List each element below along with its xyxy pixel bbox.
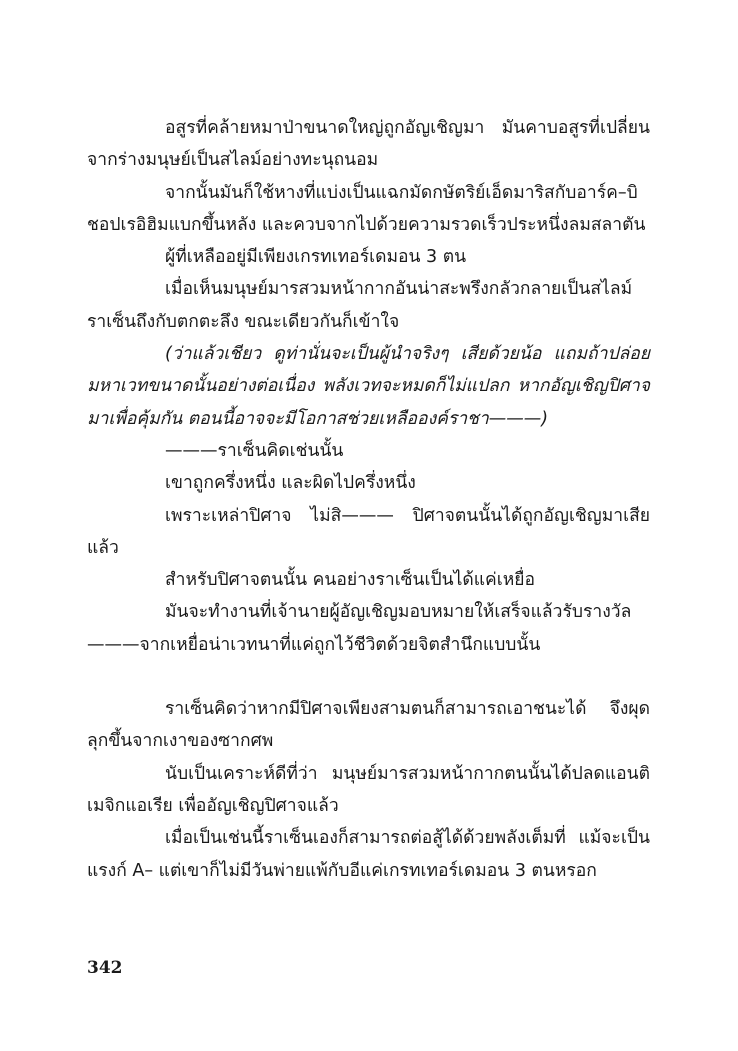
paragraph: มันจะทำงานที่เจ้านายผู้อัญเชิญมอบหมายให้เสร็จแล้วรับรางวัล———จากเหยื่อน่าเวทนาที่แค่ถูกไว้ชีวิตด้วยจิตสำนึกแบบนั้น xyxy=(87,602,632,655)
paragraph: เมื่อเป็นเช่นนี้ราเซ็นเองก็สามารถต่อสู้ได้ด้วยพลังเต็มที่ แม้จะเป็นแรงก์ A– แต่เขาก็ไม่มีวันพ่ายแพ้กับอีแค่เกรทเทอร์เดมอน 3 ตนหรอก xyxy=(87,828,650,881)
page-number: 342 xyxy=(87,958,123,978)
paragraph: จากนั้นมันก็ใช้หางที่แบ่งเป็นแฉกมัดกษัตริย์เอ็ดมาริสกับอาร์ค–บิชอปเรอิฮิมแบกขึ้นหลัง และควบจากไปด้วยความรวดเร็วประหนึ่งลมสลาตัน xyxy=(87,182,646,235)
paragraph: อสูรที่คล้ายหมาป่าขนาดใหญ่ถูกอัญเชิญมา มันคาบอสูรที่เปลี่ยนจากร่างมนุษย์เป็นสไลม์อย่างทะนุถนอม xyxy=(87,118,650,171)
paragraph: ———ราเซ็นคิดเช่นนั้น xyxy=(165,440,344,461)
paragraph: เพราะเหล่าปิศาจ ไม่สิ——— ปิศาจตนนั้นได้ถูกอัญเชิญมาเสียแล้ว xyxy=(87,505,650,558)
page-body xyxy=(87,112,650,887)
paragraph: นับเป็นเคราะห์ดีที่ว่า มนุษย์มารสวมหน้ากากตนนั้นได้ปลดแอนติเมจิกแอเรีย เพื่ออัญเชิญปิศาจแล้ว xyxy=(87,763,650,816)
paragraph: ราเซ็นคิดว่าหากมีปิศาจเพียงสามตนก็สามารถเอาชนะได้ จึงผุดลุกขึ้นจากเงาของซากศพ xyxy=(87,699,650,752)
section-gap xyxy=(87,661,650,693)
paragraph: สำหรับปิศาจตนนั้น คนอย่างราเซ็นเป็นได้แค่เหยื่อ xyxy=(165,570,536,591)
paragraph-thought: (ว่าแล้วเชียว ดูท่านั่นจะเป็นผู้นำจริงๆ เสียด้วยน้อ แถมถ้าปล่อยมหาเวทขนาดนั้นอย่างต่อเนื่อง พลังเวทจะหมดก็ไม่แปลก หากอัญเชิญปิศาจมาเพื่อคุ้มกัน ตอนนี้อาจจะมีโอกาสช่วยเหลือองค์ราชา———) xyxy=(87,344,650,429)
paragraph: เมื่อเห็นมนุษย์มารสวมหน้ากากอันน่าสะพรึงกลัวกลายเป็นสไลม์ราเซ็นถึงกับตกตะลึง ขณะเดียวกันก็เข้าใจ xyxy=(87,279,633,332)
paragraph: เขาถูกครึ่งหนึ่ง และผิดไปครึ่งหนึ่ง xyxy=(165,473,416,494)
paragraph: ผู้ที่เหลืออยู่มีเพียงเกรทเทอร์เดมอน 3 ตน xyxy=(165,247,467,268)
